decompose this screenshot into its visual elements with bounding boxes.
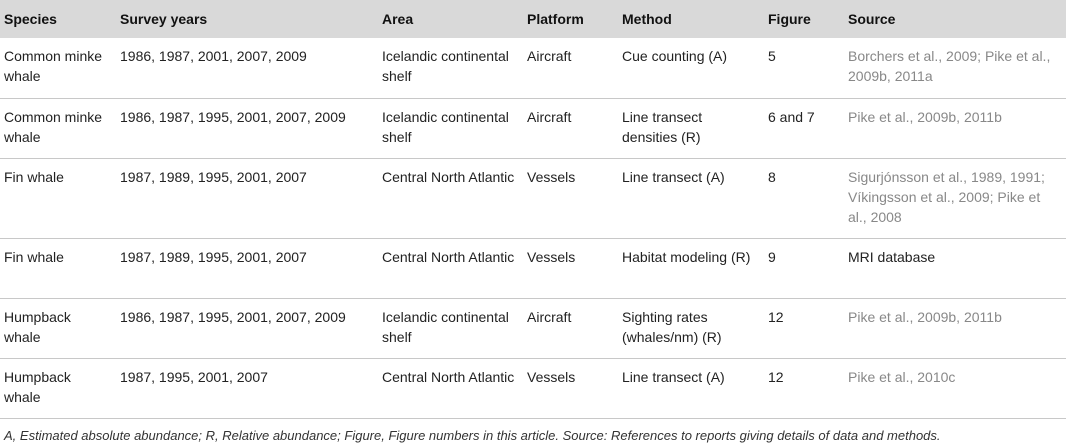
- cell-species: Humpback whale: [4, 368, 71, 405]
- cell-figure: 12: [768, 368, 784, 385]
- cell-area: Central North Atlantic: [382, 368, 515, 385]
- cell-survey-years: 1987, 1995, 2001, 2007: [120, 368, 268, 385]
- cell-area: Icelandic continental shelf: [382, 108, 509, 145]
- header-species: Species: [4, 11, 57, 27]
- cell-area: Icelandic continental shelf: [382, 308, 509, 345]
- cell-survey-years: 1986, 1987, 1995, 2001, 2007, 2009: [120, 308, 346, 325]
- header-source: Source: [848, 11, 896, 27]
- cell-survey-years: 1986, 1987, 2001, 2007, 2009: [120, 48, 307, 64]
- cell-species: Common minke whale: [4, 108, 103, 145]
- cell-platform: Aircraft: [527, 48, 572, 64]
- cell-source-link[interactable]: Sigurjónsson et al., 1989, 1991; Víkingsson et al., 2009; Pike et al., 2008: [848, 168, 1045, 225]
- cell-area: Icelandic continental shelf: [382, 48, 509, 84]
- table-row: [0, 358, 1066, 418]
- cell-method: Sighting rates (whales/nm) (R): [622, 308, 722, 345]
- cell-method: Habitat modeling (R): [622, 248, 751, 265]
- cell-area: Central North Atlantic: [382, 248, 515, 265]
- table-row: [0, 38, 1066, 98]
- cell-source-link[interactable]: Borchers et al., 2009; Pike et al., 2009b, 2011a: [848, 48, 1051, 84]
- cell-source-link[interactable]: Pike et al., 2009b, 2011b: [848, 308, 1002, 325]
- cell-platform: Aircraft: [527, 308, 572, 325]
- cell-platform: Aircraft: [527, 108, 572, 125]
- cell-survey-years: 1986, 1987, 1995, 2001, 2007, 2009: [120, 108, 346, 125]
- cell-platform: Vessels: [527, 248, 576, 265]
- cell-figure: 5: [768, 48, 776, 64]
- cell-source-link[interactable]: Pike et al., 2010c: [848, 368, 956, 385]
- cell-method: Line transect (A): [622, 368, 725, 385]
- cell-source: MRI database: [848, 248, 936, 265]
- cell-species: Common minke whale: [4, 48, 103, 84]
- cell-figure: 6 and 7: [768, 108, 815, 125]
- table-header-row: [0, 0, 1066, 38]
- cell-species: Fin whale: [4, 168, 64, 185]
- table-row: [0, 98, 1066, 158]
- cell-species: Fin whale: [4, 248, 64, 265]
- cell-species: Humpback whale: [4, 308, 71, 345]
- cell-source-link[interactable]: Pike et al., 2009b, 2011b: [848, 108, 1002, 125]
- cell-figure: 12: [768, 308, 784, 325]
- cell-platform: Vessels: [527, 368, 576, 385]
- cell-survey-years: 1987, 1989, 1995, 2001, 2007: [120, 168, 307, 185]
- header-platform: Platform: [527, 11, 584, 27]
- cell-method: Cue counting (A): [622, 48, 728, 64]
- header-area: Area: [382, 11, 414, 27]
- table-row: [0, 158, 1066, 238]
- table-row: [0, 238, 1066, 298]
- cell-figure: 8: [768, 168, 776, 185]
- table-footnote: A, Estimated absolute abundance; R, Relative abundance; Figure, Figure numbers in this article. Source: References to reports giving details of data and methods.: [4, 427, 941, 443]
- cell-platform: Vessels: [527, 168, 576, 185]
- cell-method: Line transect densities (R): [622, 108, 703, 145]
- cell-area: Central North Atlantic: [382, 168, 515, 185]
- cell-method: Line transect (A): [622, 168, 725, 185]
- cell-survey-years: 1987, 1989, 1995, 2001, 2007: [120, 248, 307, 265]
- cell-figure: 9: [768, 248, 776, 265]
- header-survey-years: Survey years: [120, 11, 208, 27]
- table-row: [0, 298, 1066, 358]
- header-method: Method: [622, 11, 672, 27]
- header-figure: Figure: [768, 11, 811, 27]
